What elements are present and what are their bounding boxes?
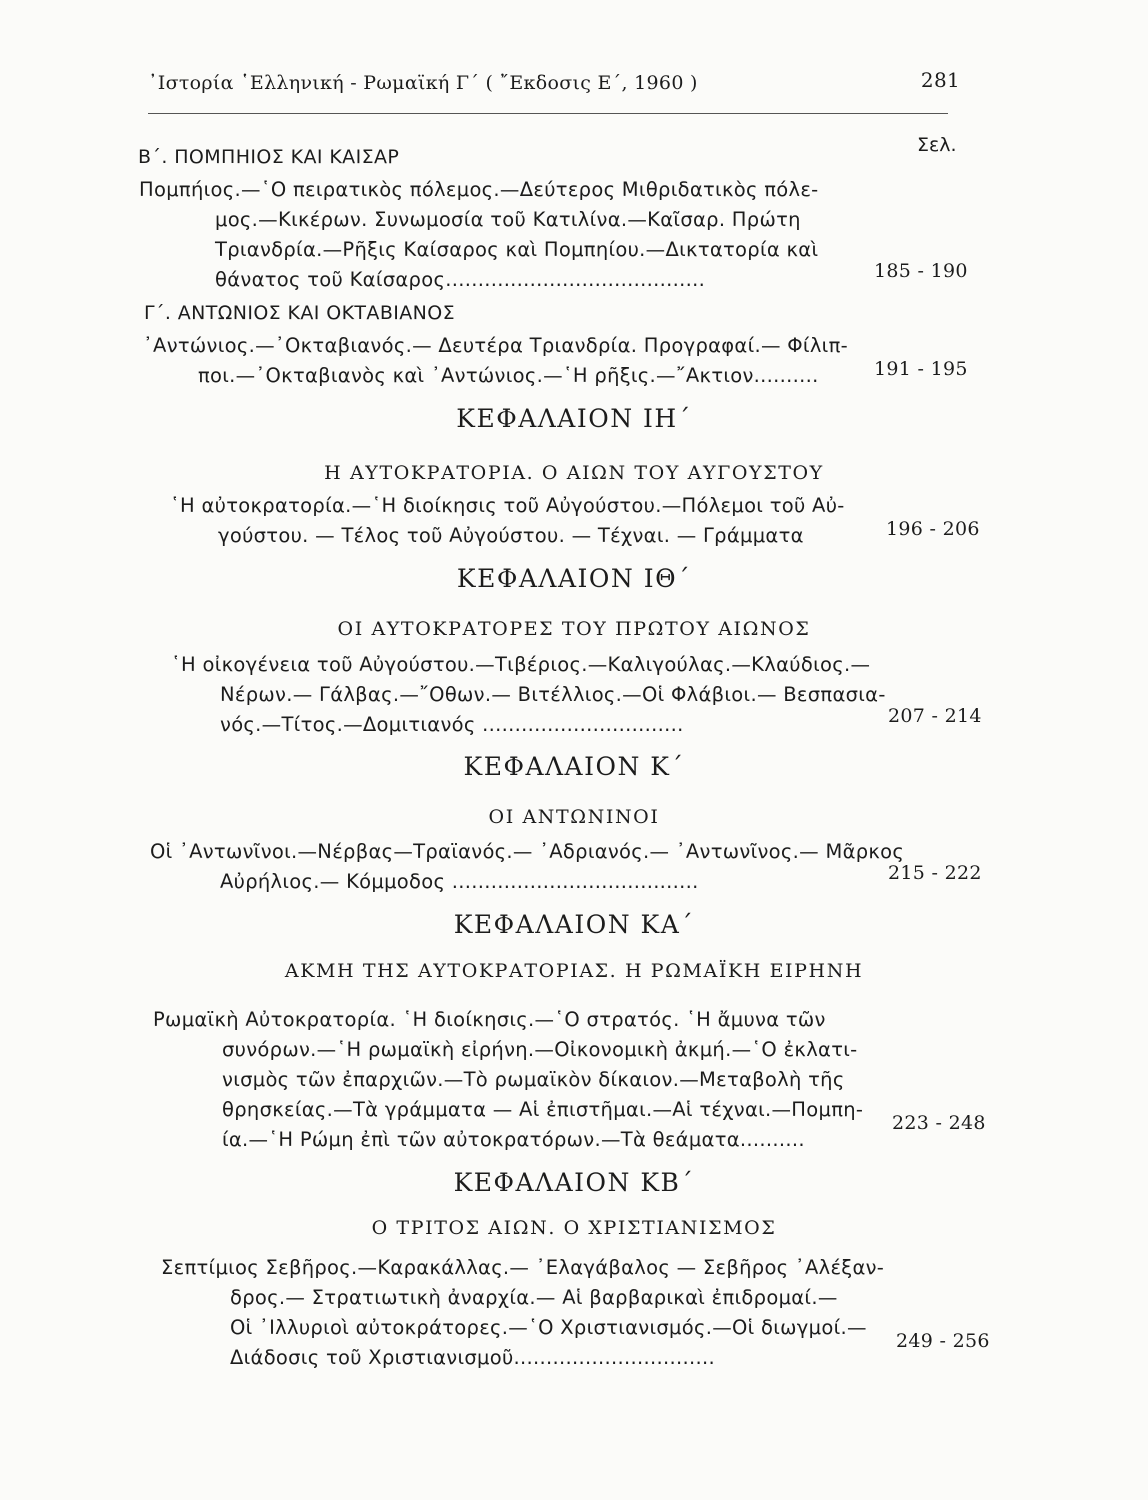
- entry-line: γούστου. — Τέλος τοῦ Αὐγούστου. — Τέχναι. — Γράμματα: [218, 524, 804, 547]
- entry-line: Αὐρήλιος.— Κόμμοδος ......................................: [220, 870, 699, 893]
- page-number: 281: [920, 68, 960, 92]
- page-range: 223 - 248: [892, 1112, 986, 1134]
- entry-line: ῾Η οἰκογένεια τοῦ Αὐγούστου.—Τιβέριος.—Καλιγούλας.—Κλαύδιος.—: [171, 653, 871, 676]
- section-heading: Γ΄. ΑΝΤΩΝΙΟΣ ΚΑΙ ΟΚΤΑΒΙΑΝΟΣ: [144, 302, 456, 324]
- entry-line: ᾿Αντώνιος.—᾿Οκταβιανός.— Δευτέρα Τριανδρία. Προγραφαί.— Φίλιπ-: [143, 334, 848, 357]
- chapter-subtitle: ΟΙ ΑΝΤΩΝΙΝΟΙ: [488, 806, 660, 828]
- entry-line: Σεπτίμιος Σεβῆρος.—Καρακάλλας.— ᾿Ελαγάβαλος — Σεβῆρος ᾿Αλέξαν-: [161, 1256, 885, 1279]
- entry-line: μος.—Κικέρων. Συνωμοσία τοῦ Κατιλίνα.—Καῖσαρ. Πρώτη: [215, 208, 801, 231]
- entry-line: Οἱ ᾿Αντωνῖνοι.—Νέρβας—Τραϊανός.— ᾿Αδριανός.— ᾿Αντωνῖνος.— Μᾶρκος: [150, 840, 905, 863]
- entry-line: δρος.— Στρατιωτικὴ ἀναρχία.— Αἱ βαρβαρικαὶ ἐπιδρομαί.—: [230, 1286, 838, 1309]
- chapter-title: ΚΕΦΑΛΑΙΟΝ ΙΘ΄: [456, 564, 692, 593]
- pages-column-label: Σελ.: [917, 134, 957, 156]
- entry-line: Τριανδρία.—Ρῆξις Καίσαρος καὶ Πομπηίου.—Δικτατορία καὶ: [215, 238, 819, 261]
- entry-line: ῾Η αὐτοκρατορία.—῾Η διοίκησις τοῦ Αὐγούστου.—Πόλεμοι τοῦ Αὐ-: [170, 494, 845, 517]
- section-heading: Β΄. ΠΟΜΠΗΙΟΣ ΚΑΙ ΚΑΙΣΑΡ: [138, 146, 400, 168]
- chapter-subtitle: ΟΙ ΑΥΤΟΚΡΑΤΟΡΕΣ ΤΟΥ ΠΡΩΤΟΥ ΑΙΩΝΟΣ: [337, 618, 811, 640]
- page-range: 185 - 190: [874, 260, 968, 282]
- chapter-title: ΚΕΦΑΛΑΙΟΝ ΚΑ΄: [453, 910, 695, 939]
- entry-line: Διάδοσις τοῦ Χριστιανισμοῦ...............................: [230, 1346, 716, 1369]
- chapter-subtitle: Ο ΤΡΙΤΟΣ ΑΙΩΝ. Ο ΧΡΙΣΤΙΑΝΙΣΜΟΣ: [371, 1217, 777, 1239]
- page-range: 215 - 222: [888, 862, 982, 884]
- entry-line: ποι.—᾿Οκταβιανὸς καὶ ᾿Αντώνιος.—῾Η ρῆξις.—῎Ακτιον..........: [198, 364, 819, 387]
- entry-line: Νέρων.— Γάλβας.—῎Οθων.— Βιτέλλιος.—Οἱ Φλάβιοι.— Βεσπασια-: [220, 683, 886, 706]
- entry-line: θάνατος τοῦ Καίσαρος........................................: [215, 268, 706, 291]
- entry-line: Πομπήιος.—῾Ο πειρατικὸς πόλεμος.—Δεύτερος Μιθριδατικὸς πόλε-: [139, 178, 819, 201]
- entry-line: νός.—Τίτος.—Δομιτιανός ...............................: [220, 713, 684, 736]
- page-range: 249 - 256: [896, 1330, 990, 1352]
- page-range: 191 - 195: [874, 358, 968, 380]
- page-range: 207 - 214: [888, 705, 982, 727]
- chapter-subtitle: ΑΚΜΗ ΤΗΣ ΑΥΤΟΚΡΑΤΟΡΙΑΣ. Η ΡΩΜΑΪΚΗ ΕΙΡΗΝΗ: [284, 960, 864, 982]
- header-title: ᾿Ιστορία ῾Ελληνική - Ρωμαϊκή Γ΄ ( ῎Εκδοσις Ε΄, 1960 ): [148, 72, 698, 94]
- entry-line: ία.—῾Η Ρώμη ἐπὶ τῶν αὐτοκρατόρων.—Τὰ θεάματα..........: [222, 1128, 805, 1151]
- entry-line: Ρωμαϊκὴ Αὐτοκρατορία. ῾Η διοίκησις.—῾Ο στρατός. ῾Η ἄμυνα τῶν: [153, 1008, 826, 1031]
- header-rule: [148, 113, 948, 114]
- entry-line: Οἱ ᾿Ιλλυριοὶ αὐτοκράτορες.—῾Ο Χριστιανισμός.—Οἱ διωγμοί.—: [230, 1316, 867, 1339]
- page-range: 196 - 206: [886, 518, 980, 540]
- chapter-title: ΚΕΦΑΛΑΙΟΝ ΙΗ΄: [456, 404, 692, 433]
- chapter-title: ΚΕΦΑΛΑΙΟΝ Κ΄: [463, 752, 685, 781]
- entry-line: νισμὸς τῶν ἐπαρχιῶν.—Τὸ ρωμαϊκὸν δίκαιον.—Μεταβολὴ τῆς: [222, 1068, 845, 1091]
- entry-line: θρησκείας.—Τὰ γράμματα — Αἱ ἐπιστῆμαι.—Αἱ τέχναι.—Πομπη-: [222, 1098, 864, 1121]
- chapter-title: ΚΕΦΑΛΑΙΟΝ ΚΒ΄: [453, 1168, 695, 1197]
- running-header: [148, 68, 960, 112]
- chapter-subtitle: Η ΑΥΤΟΚΡΑΤΟΡΙΑ. Ο ΑΙΩΝ ΤΟΥ ΑΥΓΟΥΣΤΟΥ: [324, 462, 824, 484]
- entry-line: συνόρων.—῾Η ρωμαϊκὴ εἰρήνη.—Οἰκονομικὴ ἀκμή.—῾Ο ἐκλατι-: [222, 1038, 858, 1061]
